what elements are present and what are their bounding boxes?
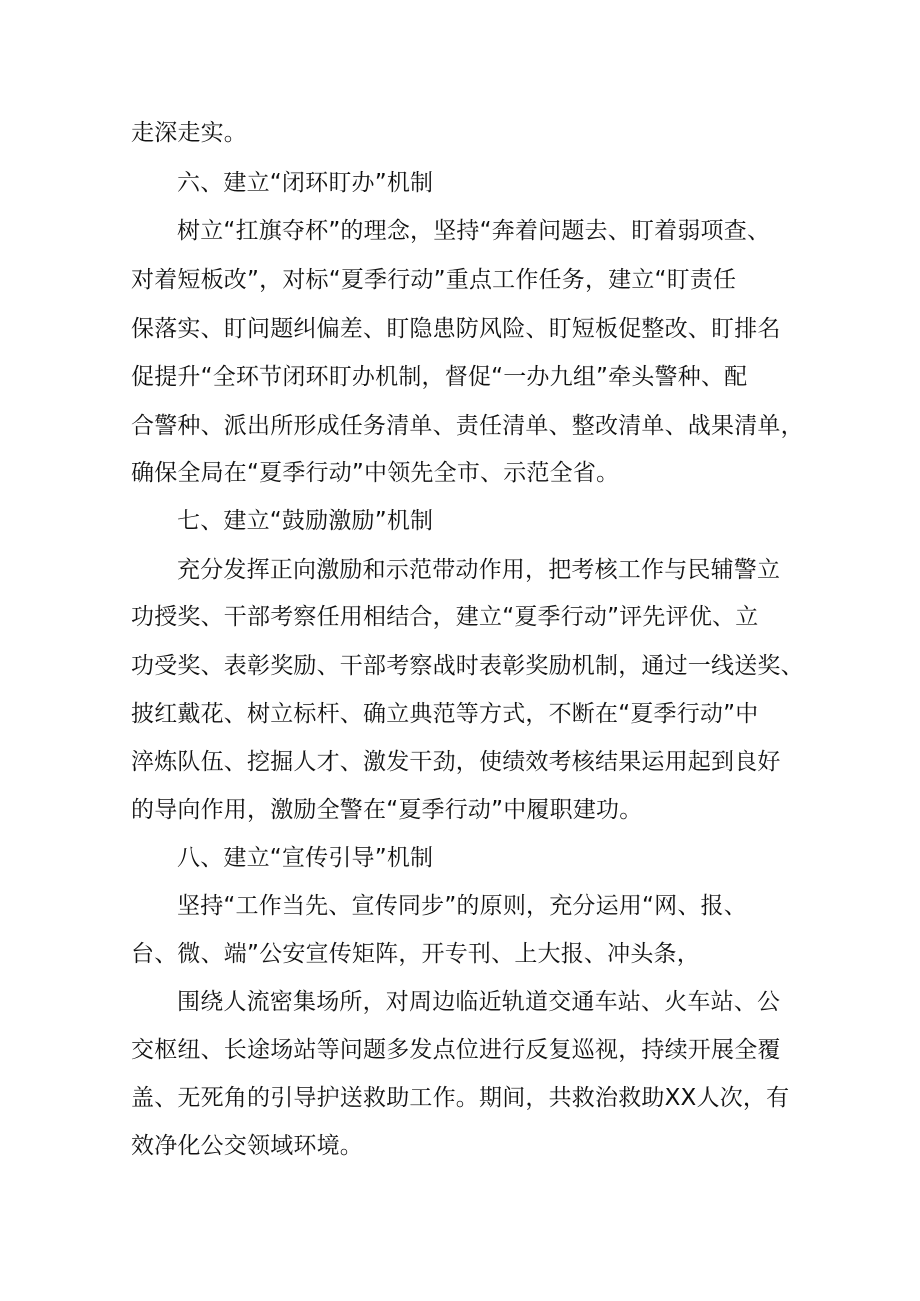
- paragraph-line: 对着短板改”，对标“夏季行动”重点工作任务，建立“盯责任: [131, 267, 737, 293]
- paragraph-line: 的导向作用，激励全警在“夏季行动”中履职建功。: [131, 797, 643, 823]
- paragraph-line: 功受奖、表彰奖励、干部考察战时表彰奖励机制，通过一线送奖、: [131, 653, 804, 679]
- continuation-line: 走深走实。: [131, 120, 247, 146]
- paragraph-line: 充分发挥正向激励和示范带动作用，把考核工作与民辅警立: [177, 557, 781, 583]
- paragraph-line: 效净化公交领域环境。: [131, 1133, 363, 1159]
- paragraph-line: 树立“扛旗夺杯”的理念，坚持“奔着问题去、盯着弱项查、: [177, 218, 771, 244]
- section-heading-7: 七、建立“鼓励激励”机制: [177, 508, 434, 534]
- paragraph-line: 台、微、端”公安宣传矩阵，开专刊、上大报、冲头条，: [131, 941, 700, 967]
- paragraph-line: 确保全局在“夏季行动”中领先全市、示范全省。: [131, 460, 620, 486]
- paragraph-line: 淬炼队伍、挖掘人才、激发干劲，使绩效考核结果运用起到良好: [131, 749, 781, 775]
- paragraph-line: 功授奖、干部考察任用相结合，建立“夏季行动”评先评优、立: [131, 604, 759, 630]
- paragraph-line: 盖、无死角的引导护送救助工作。期间，共救治救助XX人次，有: [131, 1085, 790, 1111]
- paragraph-line: 促提升“全环节闭环盯办机制，督促“一办九组”牵头警种、配: [131, 364, 748, 390]
- paragraph-line: 交枢纽、长途场站等问题多发点位进行反复巡视，持续开展全覆: [131, 1037, 781, 1063]
- section-heading-6: 六、建立“闭环盯办”机制: [177, 170, 434, 196]
- paragraph-line: 披红戴花、树立标杆、确立典范等方式，不断在“夏季行动”中: [131, 701, 759, 727]
- paragraph-line: 保落实、盯问题纠偏差、盯隐患防风险、盯短板促整改、盯排名: [131, 316, 781, 342]
- paragraph-line: 围绕人流密集场所，对周边临近轨道交通车站、火车站、公: [177, 989, 781, 1015]
- paragraph-line: 合警种、派出所形成任务清单、责任清单、整改清单、战果清单，: [131, 413, 804, 439]
- section-heading-8: 八、建立“宣传引导”机制: [177, 845, 434, 871]
- paragraph-line: 坚持“工作当先、宣传同步”的原则，充分运用“网、报、: [177, 893, 747, 919]
